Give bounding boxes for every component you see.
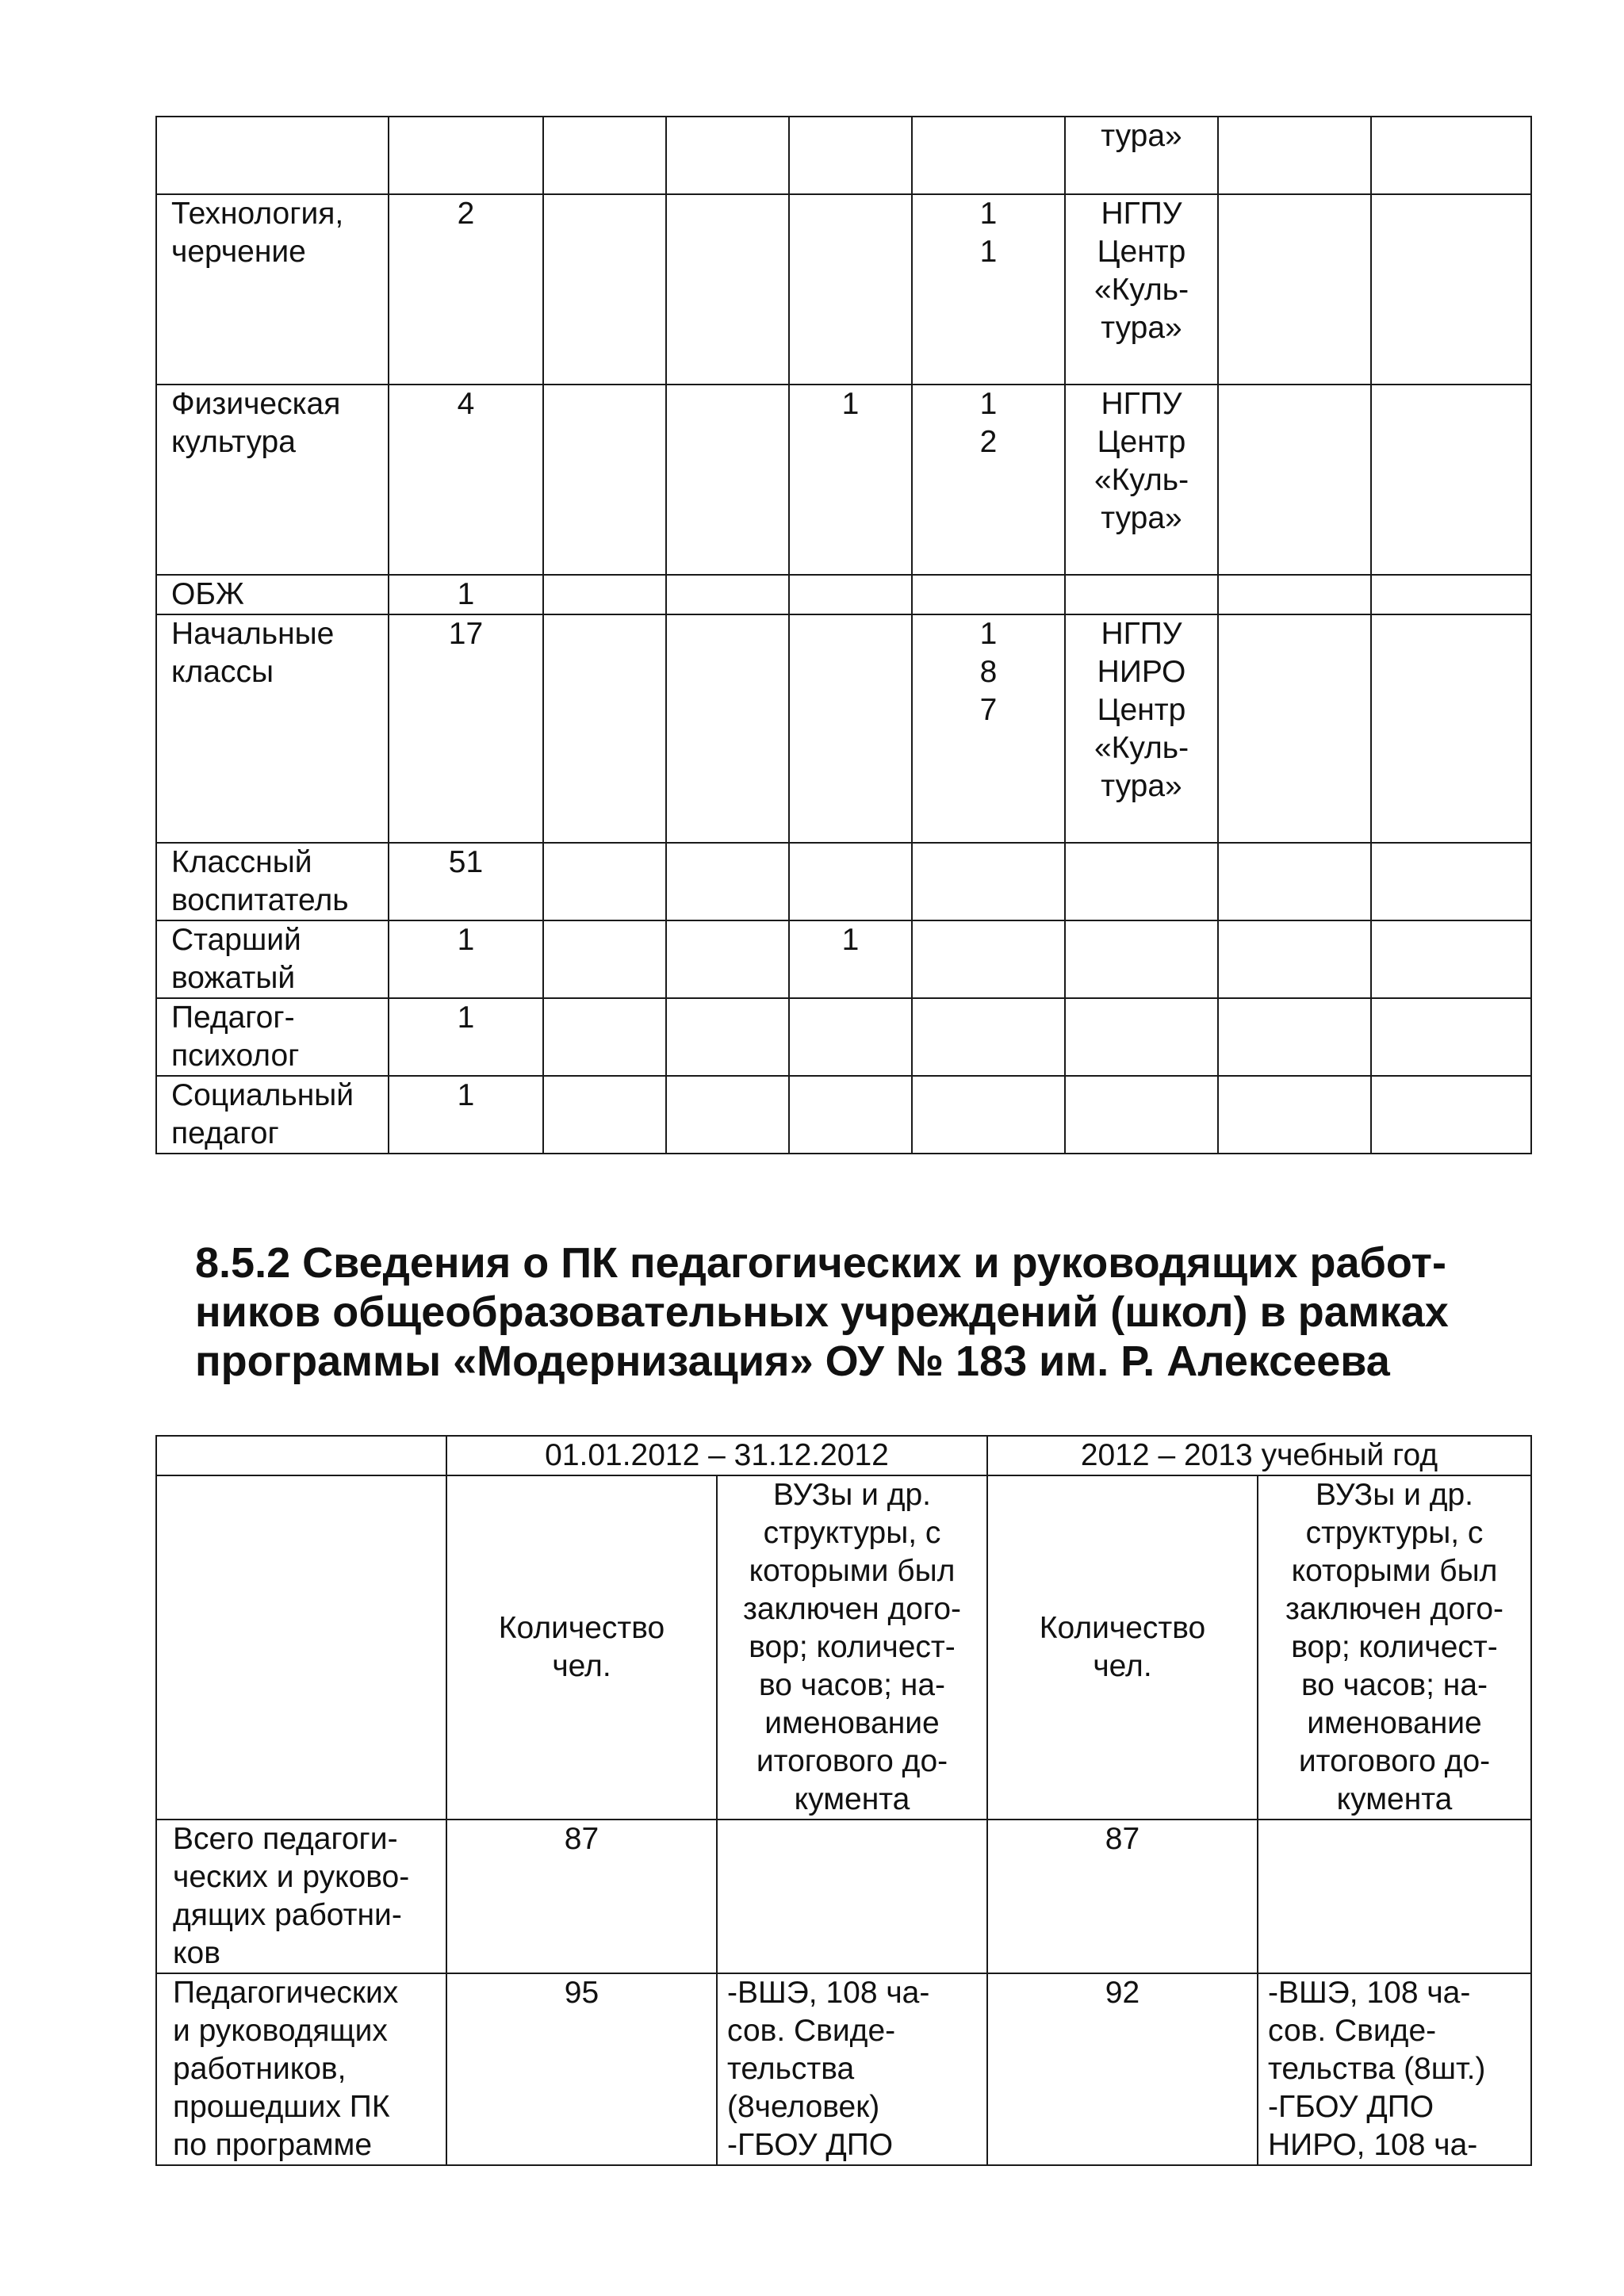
table-row — [156, 1973, 1531, 2165]
period-2012-header: 01.01.2012 – 31.12.2012 — [545, 1438, 889, 1472]
subject-cell: Технология, черчение — [171, 197, 344, 269]
subject-cell: Старший вожатый — [171, 923, 301, 995]
cell: 1 — [841, 923, 860, 957]
organization-cell: НГПУ НИРО Центр «Куль- тура» — [1094, 617, 1189, 803]
subject-cell: Социальный педагог — [171, 1078, 354, 1150]
count-cell: 1 — [457, 1001, 475, 1035]
table-row — [156, 614, 1531, 843]
orgs-column-header: ВУЗы и др. структуры, с которыми был заключен дого- вор; количест- во часов; на- именование итогового до- кумента — [1285, 1478, 1504, 1816]
organization-cell: НГПУ Центр «Куль- тура» — [1094, 387, 1189, 535]
table-row — [156, 1820, 1531, 1973]
subject-cell: ОБЖ — [171, 577, 244, 611]
table-header-row — [156, 1475, 1531, 1820]
table-row — [156, 998, 1531, 1076]
table-row — [156, 194, 1531, 385]
cell: 1 8 7 — [979, 617, 998, 727]
count-cell: 95 — [564, 1976, 599, 2010]
table-row — [156, 843, 1531, 920]
cell: 1 2 — [979, 387, 998, 459]
staff-qualification-table — [155, 116, 1532, 1154]
table-row — [156, 575, 1531, 614]
count-cell: 1 — [457, 923, 475, 957]
organization-cell: НГПУ Центр «Куль- тура» — [1094, 197, 1189, 345]
row-label: Всего педагоги- ческих и руково- дящих работни- ков — [173, 1822, 410, 1970]
count-cell: 17 — [448, 617, 484, 651]
count-cell: 87 — [564, 1822, 599, 1856]
section-heading — [195, 1238, 1543, 1386]
table-row — [156, 920, 1531, 998]
subject-cell: Классный воспитатель — [171, 845, 349, 917]
table-header-row — [156, 1436, 1531, 1475]
section-heading-text: 8.5.2 Сведения о ПК педагогических и руководящих работ- ников общеобразовательных учреждений (школ) в рамках программы «Модернизация» ОУ № 183 им. Р. Алексеева — [195, 1239, 1449, 1385]
count-column-header: Количество чел. — [498, 1611, 665, 1683]
table-row — [156, 385, 1531, 575]
subject-cell: Начальные классы — [171, 617, 335, 689]
table-row — [156, 1076, 1531, 1154]
count-cell: 51 — [448, 845, 484, 879]
orgs-column-header: ВУЗы и др. структуры, с которыми был заключен дого- вор; количест- во часов; на- именование итогового до- кумента — [742, 1478, 962, 1816]
orgs-cell: -ВШЭ, 108 ча- сов. Свиде- тельства (8человек) -ГБОУ ДПО — [727, 1976, 930, 2162]
count-cell: 92 — [1105, 1976, 1140, 2010]
cell: 1 — [841, 387, 860, 421]
row-label: Педагогических и руководящих работников, прошедших ПК по программе — [173, 1976, 399, 2162]
subject-cell: Физическая культура — [171, 387, 341, 459]
orgs-cell: -ВШЭ, 108 ча- сов. Свиде- тельства (8шт.) -ГБОУ ДПО НИРО, 108 ча- — [1268, 1976, 1486, 2162]
organization-cell: тура» — [1101, 119, 1182, 153]
count-cell: 1 — [457, 1078, 475, 1112]
subject-cell: Педагог- психолог — [171, 1001, 300, 1073]
count-cell: 2 — [457, 197, 475, 231]
training-summary-table — [155, 1435, 1532, 2166]
period-2012-2013-header: 2012 – 2013 учебный год — [1080, 1438, 1438, 1472]
cell: 1 1 — [979, 197, 998, 269]
count-cell: 87 — [1105, 1822, 1140, 1856]
count-cell: 1 — [457, 577, 475, 611]
table-row — [156, 117, 1531, 194]
count-column-header: Количество чел. — [1039, 1611, 1206, 1683]
count-cell: 4 — [457, 387, 475, 421]
